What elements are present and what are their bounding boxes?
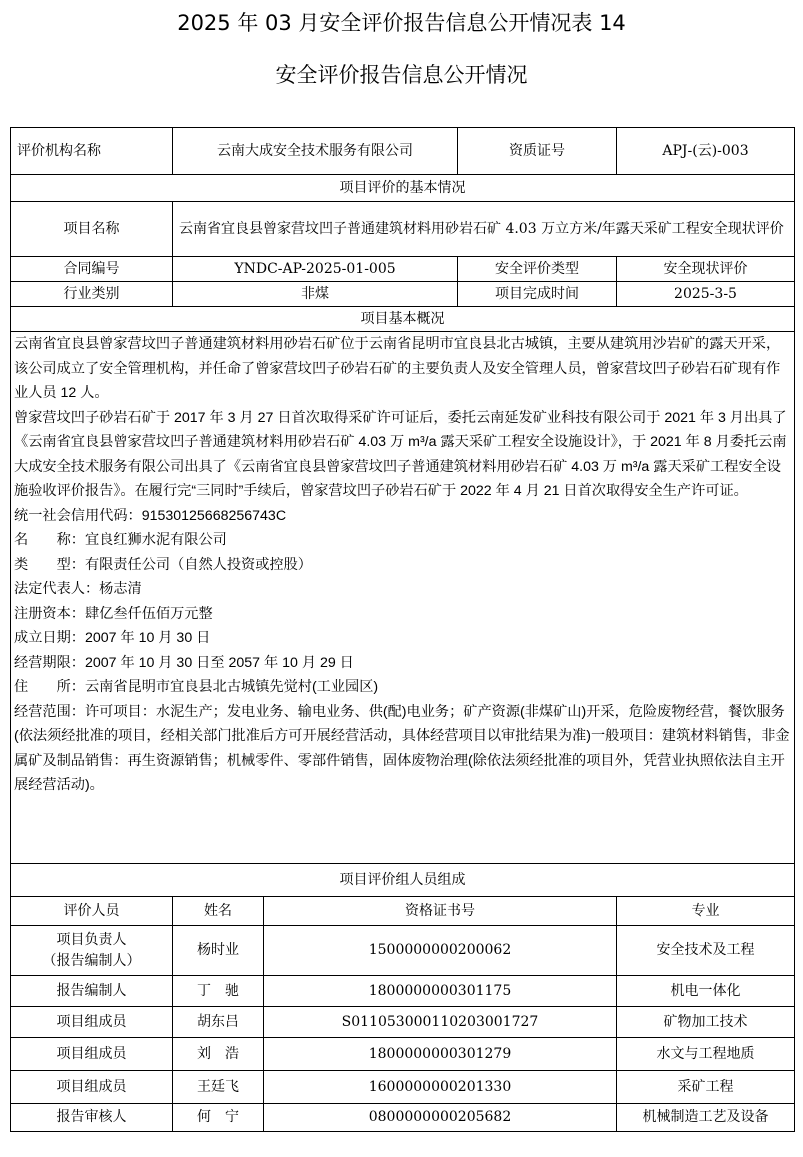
document-subtitle: 安全评价报告信息公开情况 — [275, 63, 528, 87]
org-label: 评价机构名称 — [11, 128, 173, 175]
team-col-name: 姓名 — [173, 897, 264, 926]
team-major: 水文与工程地质 — [617, 1038, 795, 1071]
credit-code-line: 统一社会信用代码：91530125668256743C — [14, 507, 287, 524]
eval-type-label: 安全评价类型 — [458, 257, 617, 282]
capital-line: 注册资本：肆亿叁仟伍佰万元整 — [14, 605, 213, 622]
team-role: 项目组成员 — [11, 1007, 173, 1038]
industry-value: 非煤 — [173, 282, 458, 307]
team-role: 项目组成员 — [11, 1071, 173, 1104]
legal-rep-line: 法定代表人：杨志清 — [14, 581, 142, 597]
team-name: 何 宁 — [173, 1104, 264, 1132]
overview-paragraph: 曾家营坟凹子砂岩石矿于 2017 年 3 月 27 日首次取得采矿许可证后，委托云南延发矿业科技有限公司于 2021 年 3 月出具了《云南省宜良县曾家营坟凹子普通建筑材料用砂岩石矿 4.03 万 m³/a 露天采矿工程安全设施设计》，于 2021 年 8 月委托云南大成安全技术服务有限公司出具了《云南省宜良县曾家营坟凹子普通建筑材料用砂岩石矿 4.03 万 m³/a 露天采矿工程安全设施验收评价报告》。在履行完“三同时”手续后，曾家营坟凹子砂岩石矿于 2022 年 4 月 21 日首次取得安全生产许可证。 — [14, 409, 787, 499]
industry-label: 行业类别 — [11, 282, 173, 307]
cert-label: 资质证号 — [458, 128, 617, 175]
contract-label: 合同编号 — [11, 257, 173, 282]
org-value: 云南大成安全技术服务有限公司 — [173, 128, 458, 175]
team-role: 报告编制人 — [11, 976, 173, 1007]
team-section-header: 项目评价组人员组成 — [11, 864, 795, 897]
team-cert: 1800000000301175 — [264, 976, 617, 1007]
address-line: 住 所：云南省昆明市宜良县北古城镇先觉村(工业园区) — [14, 679, 379, 695]
team-cert: 1800000000301279 — [264, 1038, 617, 1071]
team-role: 报告审核人 — [11, 1104, 173, 1132]
finish-time-value: 2025-3-5 — [617, 282, 795, 307]
term-line: 经营期限：2007 年 10 月 30 日至 2057 年 10 月 29 日 — [14, 654, 354, 671]
team-name: 胡东吕 — [173, 1007, 264, 1038]
disclosure-table — [10, 127, 795, 1132]
team-cert: 1500000000200062 — [264, 926, 617, 976]
business-scope-line: 经营范围：许可项目：水泥生产；发电业务、输电业务、供(配)电业务；矿产资源(非煤矿山)开采，危险废物经营，餐饮服务(依法须经批准的项目，经相关部门批准后方可开展经营活动，具体经营项目以审批结果为准)一般项目：建筑材料销售，非金属矿及制品销售：再生资源销售；机械零件、零部件销售，固体废物治理(除依法须经批准的项目外，凭营业执照依法自主开展经营活动)。 — [14, 703, 790, 793]
team-major: 安全技术及工程 — [617, 926, 795, 976]
team-major: 机械制造工艺及设备 — [617, 1104, 795, 1132]
project-name-value: 云南省宜良县曾家营坟凹子普通建筑材料用砂岩石矿 4.03 万立方米/年露天采矿工程安全现状评价 — [173, 202, 795, 257]
company-type-line: 类 型：有限责任公司（自然人投资或控股） — [14, 556, 312, 573]
contract-value: YNDC-AP-2025-01-005 — [173, 257, 458, 282]
team-role: 项目负责人 （报告编制人） — [11, 926, 173, 976]
cert-value: APJ-(云)-003 — [617, 128, 795, 175]
company-name-line: 名 称：宜良红狮水泥有限公司 — [14, 532, 227, 548]
team-major: 矿物加工技术 — [617, 1007, 795, 1038]
document-title: 2025 年 03 月安全评价报告信息公开情况表 14 — [177, 11, 626, 35]
team-cert: 1600000000201330 — [264, 1071, 617, 1104]
team-name: 刘 浩 — [173, 1038, 264, 1071]
team-role: 项目组成员 — [11, 1038, 173, 1071]
team-col-role: 评价人员 — [11, 897, 173, 926]
eval-type-value: 安全现状评价 — [617, 257, 795, 282]
basic-section-header: 项目评价的基本情况 — [11, 175, 795, 202]
team-col-cert: 资格证书号 — [264, 897, 617, 926]
project-name-label: 项目名称 — [11, 202, 173, 257]
team-major: 采矿工程 — [617, 1071, 795, 1104]
team-name: 丁 驰 — [173, 976, 264, 1007]
team-name: 王廷飞 — [173, 1071, 264, 1104]
overview-section-header: 项目基本概况 — [11, 307, 795, 332]
team-col-major: 专业 — [617, 897, 795, 926]
team-cert: 0800000000205682 — [264, 1104, 617, 1132]
team-cert: S011053000110203001727 — [264, 1007, 617, 1038]
finish-time-label: 项目完成时间 — [458, 282, 617, 307]
founded-line: 成立日期：2007 年 10 月 30 日 — [14, 630, 211, 646]
team-major: 机电一体化 — [617, 976, 795, 1007]
overview-text — [11, 332, 795, 864]
overview-paragraph: 云南省宜良县曾家营坟凹子普通建筑材料用砂岩石矿位于云南省昆明市宜良县北古城镇，主要从建筑用沙岩矿的露天开采，该公司成立了安全管理机构，并任命了曾家营坟凹子砂岩石矿的主要负责人及安全管理人员，曾家营坟凹子砂岩石矿现有作业人员 12 人。 — [14, 336, 781, 401]
team-name: 杨时业 — [173, 926, 264, 976]
